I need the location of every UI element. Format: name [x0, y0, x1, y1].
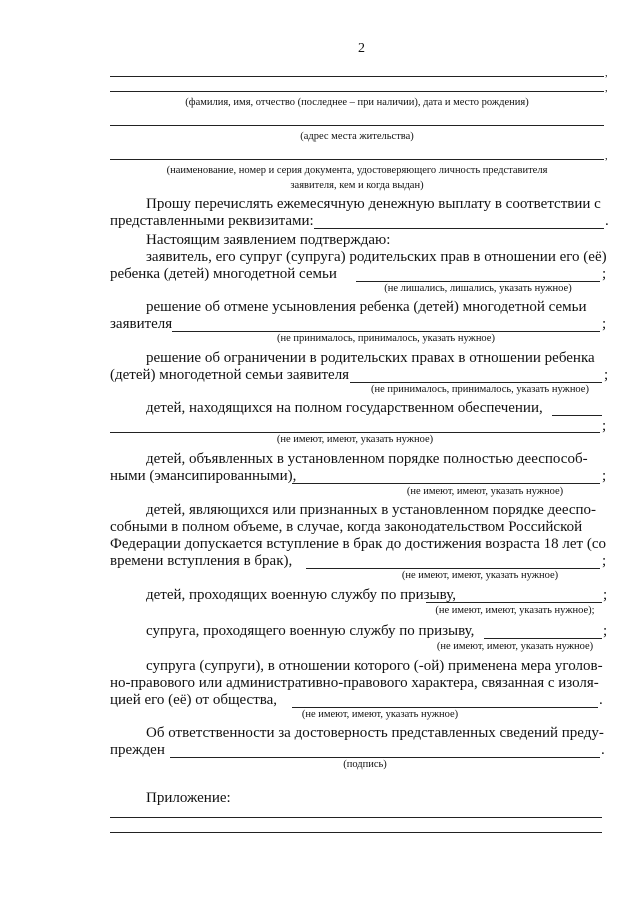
capable-caption: (не имеют, имеют, указать нужное): [401, 570, 559, 581]
spouse-crim-line[interactable]: [292, 707, 598, 708]
address-line[interactable]: [110, 125, 604, 126]
caption-document-2: заявителя, кем и когда выдан): [290, 180, 424, 191]
spouse-mil-line-end: ;: [603, 623, 608, 639]
document-line-end: ,: [605, 151, 608, 162]
confirm-heading: Настоящим заявлением подтверждаю:: [146, 232, 391, 248]
adopt-line[interactable]: [172, 331, 600, 332]
state-text-1: детей, находящихся на полном государственном обеспечении,: [146, 400, 543, 416]
rights-line-end: ;: [602, 266, 607, 282]
emanc-text-1: детей, объявленных в установленном порядке полностью дееспособ-: [146, 451, 588, 467]
spouse-mil-text-1: супруга, проходящего военную службу по призыву,: [146, 623, 475, 639]
signature-caption: (подпись): [343, 759, 387, 770]
page-number: 2: [358, 41, 365, 56]
rights-text-2: ребенка (детей) многодетной семьи: [110, 266, 337, 282]
caption-address: (адрес места жительства): [300, 131, 414, 142]
adopt-line-end: ;: [602, 316, 607, 332]
limit-line-end: ;: [604, 367, 609, 383]
name-line-2-end: ,: [605, 83, 608, 94]
spouse-crim-line-end: .: [599, 692, 603, 708]
signature-line[interactable]: [170, 757, 600, 758]
state-line-b[interactable]: [110, 432, 600, 433]
name-line-1[interactable]: [110, 76, 604, 77]
emanc-caption: (не имеют, имеют, указать нужное): [406, 486, 564, 497]
document-line[interactable]: [110, 159, 604, 160]
emanc-line-end: ;: [602, 468, 607, 484]
attachment-line-2[interactable]: [110, 832, 602, 833]
spouse-mil-line[interactable]: [484, 638, 602, 639]
capable-text-4: времени вступления в брак),: [110, 553, 293, 569]
caption-name: (фамилия, имя, отчество (последнее – при наличии), дата и место рождения): [185, 97, 529, 108]
capable-text-2: собными в полном объеме, в случае, когда законодательством Российской: [110, 519, 583, 535]
attachment-label: Приложение:: [146, 790, 231, 806]
military-line[interactable]: [426, 602, 602, 603]
responsibility-text-1: Об ответственности за достоверность представленных сведений преду-: [146, 725, 604, 741]
adopt-text-1: решение об отмене усыновления ребенка (детей) многодетной семьи: [146, 299, 587, 315]
attachment-line-1[interactable]: [110, 817, 602, 818]
state-caption: (не имеют, имеют, указать нужное): [276, 434, 434, 445]
state-line-end: ;: [602, 418, 607, 434]
request-text-2: представленными реквизитами:: [110, 213, 314, 229]
limit-text-2: (детей) многодетной семьи заявителя: [110, 367, 350, 383]
spouse-crim-text-1: супруга (супруги), в отношении которого (-ой) применена мера уголов-: [146, 658, 603, 674]
rights-caption: (не лишались, лишались, указать нужное): [384, 283, 572, 294]
adopt-caption: (не принималось, принималось, указать нужное): [277, 333, 495, 344]
military-caption: (не имеют, имеют, указать нужное);: [435, 605, 595, 616]
military-line-end: ;: [603, 587, 608, 603]
emanc-text-2: ными (эмансипированными),: [110, 468, 297, 484]
limit-line[interactable]: [350, 382, 602, 383]
requisites-line[interactable]: [314, 228, 604, 229]
caption-document-1: (наименование, номер и серия документа, удостоверяющего личность представителя: [166, 165, 548, 176]
spouse-crim-caption: (не имеют, имеют, указать нужное): [301, 709, 459, 720]
state-line-a[interactable]: [552, 415, 602, 416]
rights-line[interactable]: [356, 281, 600, 282]
request-text-1: Прошу перечислять ежемесячную денежную выплату в соответствии с: [146, 196, 601, 212]
capable-text-1: детей, являющихся или признанных в установленном порядке дееспо-: [146, 502, 597, 518]
signature-line-end: .: [601, 742, 605, 758]
limit-caption: (не принималось, принималось, указать нужное): [371, 384, 589, 395]
spouse-crim-text-2: но-правового или административно-правового характера, связанная с изоля-: [110, 675, 599, 691]
spouse-crim-text-3: цией его (её) от общества,: [110, 692, 278, 708]
name-line-1-end: ,: [605, 68, 608, 79]
spouse-mil-caption: (не имеют, имеют, указать нужное): [436, 641, 594, 652]
adopt-text-2: заявителя: [110, 316, 173, 332]
capable-line[interactable]: [306, 568, 600, 569]
military-text-1: детей, проходящих военную службу по призыву,: [146, 587, 456, 603]
rights-text-1: заявитель, его супруг (супруга) родительских прав в отношении его (её): [146, 249, 607, 265]
capable-line-end: ;: [602, 553, 607, 569]
responsibility-text-2: прежден: [110, 742, 165, 758]
emanc-line[interactable]: [292, 483, 600, 484]
capable-text-3: Федерации допускается вступление в брак до достижения возраста 18 лет (со: [110, 536, 607, 552]
requisites-line-end: .: [605, 213, 609, 229]
limit-text-1: решение об ограничении в родительских правах в отношении ребенка: [146, 350, 595, 366]
name-line-2[interactable]: [110, 91, 604, 92]
